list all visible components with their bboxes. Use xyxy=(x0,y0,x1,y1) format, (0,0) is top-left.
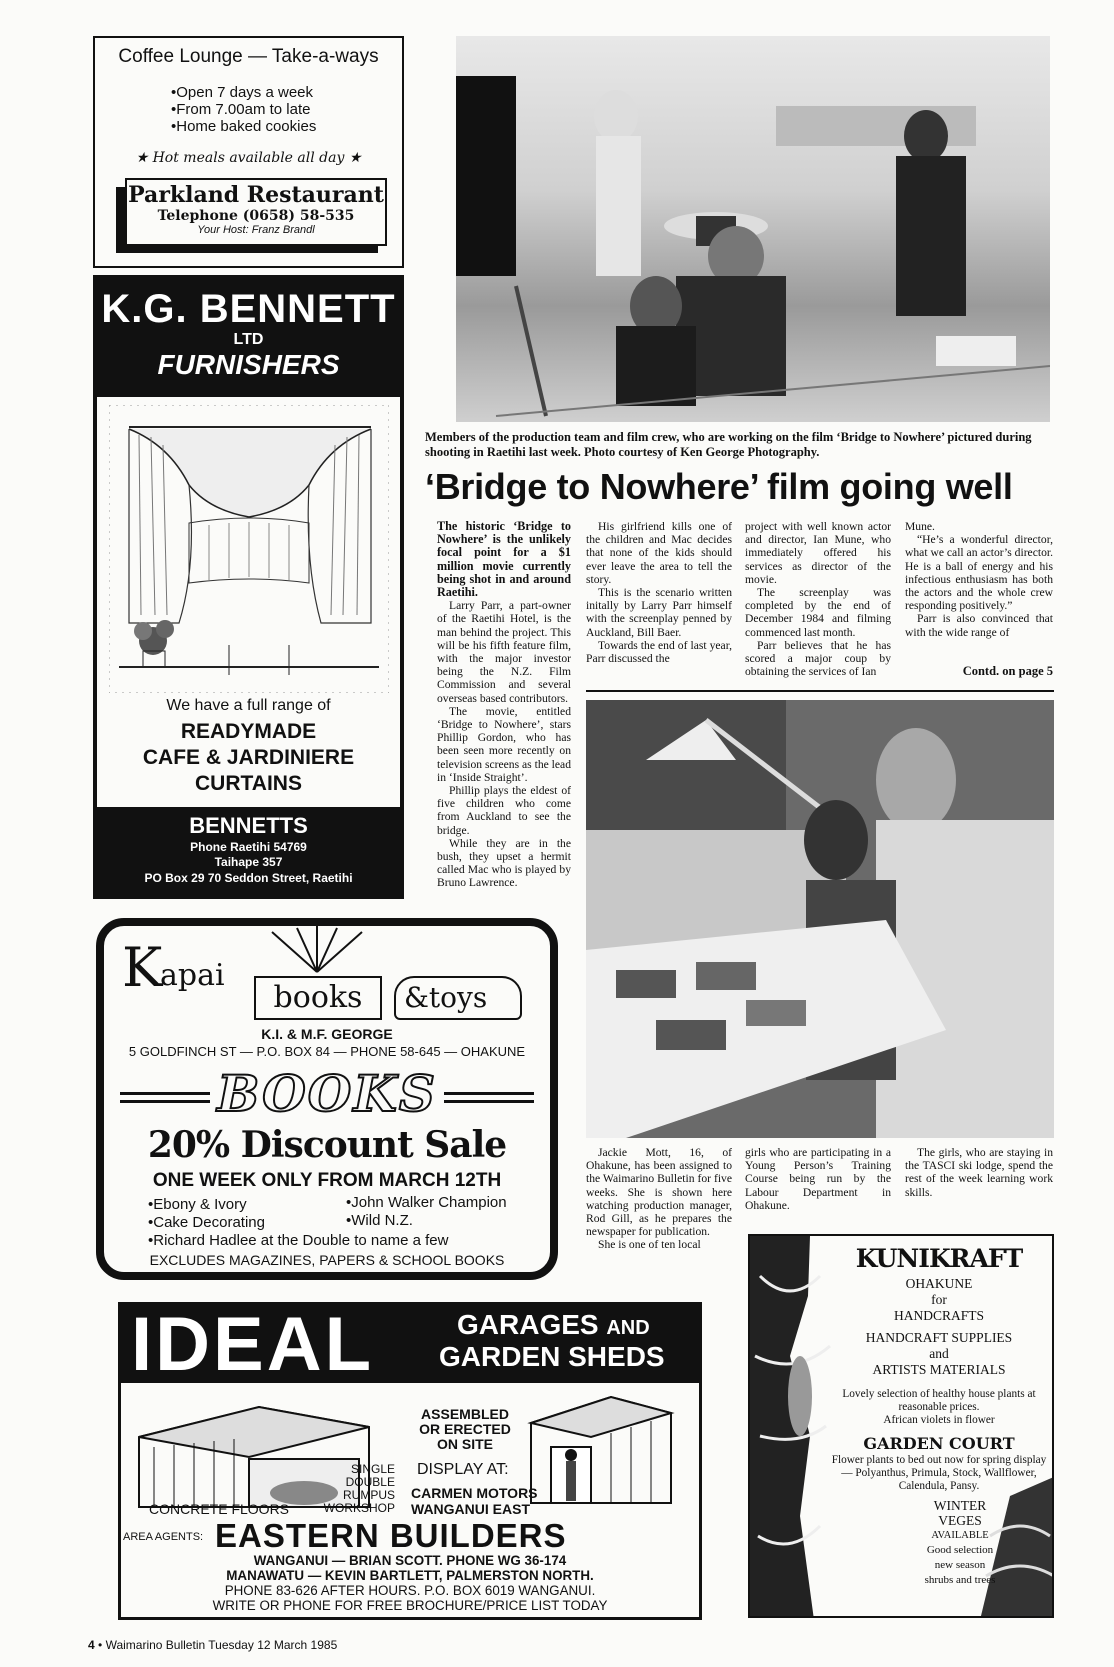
kunikraft-plants: Lovely selection of healthy house plants at reasonable prices. xyxy=(842,1388,1036,1413)
ideal-carmen: CARMEN MOTORS xyxy=(411,1485,538,1501)
kapai-sale: 20% Discount Sale xyxy=(147,1124,507,1166)
ideal-agent-line: WRITE OR PHONE FOR FREE BROCHURE/PRICE LIST TODAY xyxy=(212,1598,608,1613)
article-paragraph: Mune. xyxy=(905,520,935,533)
mott-paragraph: girls who are participating in a Young Person’s Training Course being run by the Labour Department in Ohakune. xyxy=(745,1146,891,1212)
kapai-item: •Wild N.Z. xyxy=(346,1212,413,1229)
garden-court-text: Flower plants to bed out now for spring display — Polyanthus, Primula, Stock, Wallflower, Calendula, Pansy. xyxy=(831,1454,1047,1492)
kapai-logo-apai: apai xyxy=(160,958,225,993)
kapai-item-full: •Richard Hadlee at the Double to name a few xyxy=(148,1232,449,1249)
kapai-big-books: BOOKS xyxy=(217,1064,437,1123)
ideal-agent-line: PHONE 83-626 AFTER HOURS. P.O. BOX 6019 WANGANUI. xyxy=(224,1583,596,1598)
article-column-4 xyxy=(905,520,1053,639)
kunikraft-for: for xyxy=(931,1292,947,1307)
coffee-lounge-ad xyxy=(93,36,404,268)
parkland-box-face xyxy=(125,178,387,246)
bennett-range-line: READYMADE xyxy=(180,720,317,743)
kapai-address: 5 GOLDFINCH ST — P.O. BOX 84 — PHONE 58-645 — OHAKUNE xyxy=(128,1044,526,1059)
kunikraft-plants-box xyxy=(826,1388,1052,1427)
article-paragraph: Phillip plays the eldest of five children who come from Auckland to see the bridge. xyxy=(437,784,571,837)
curtain-illustration xyxy=(109,405,389,693)
article-column-2 xyxy=(586,520,732,665)
ideal-brand: IDEAL xyxy=(131,1302,374,1387)
books-rule-left xyxy=(120,1100,210,1103)
article-headline: ‘Bridge to Nowhere’ film going well xyxy=(425,466,1013,507)
kunikraft-available: AVAILABLE xyxy=(931,1530,989,1541)
coffee-bullets xyxy=(171,84,391,135)
ideal-agents xyxy=(121,1553,699,1613)
ideal-agent-line: MANAWATU — KEVIN BARTLETT, PALMERSTON NORTH. xyxy=(226,1568,594,1583)
coffee-heading: Coffee Lounge — Take-a-ways xyxy=(118,46,379,67)
article-rule xyxy=(586,690,1054,692)
ideal-agent-line: WANGANUI — BRIAN SCOTT. PHONE WG 36-174 xyxy=(253,1553,567,1568)
film-crew-figures xyxy=(456,36,1050,422)
film-crew-photo xyxy=(456,36,1050,422)
mott-paragraph: The girls, who are staying in the TASCI ski lodge, spend the rest of the week learning work skills. xyxy=(905,1146,1053,1199)
kunikraft-materials: ARTISTS MATERIALS xyxy=(872,1362,1006,1377)
ideal-garage-types xyxy=(321,1463,395,1515)
kapai-excludes: EXCLUDES MAGAZINES, PAPERS & SCHOOL BOOKS xyxy=(149,1252,505,1268)
ideal-display-at: DISPLAY AT: xyxy=(417,1461,509,1478)
bennett-ltd: LTD xyxy=(233,331,264,348)
article-paragraph: Parr is also convinced that with the wide range of xyxy=(905,612,1053,639)
kunikraft-supplies: HANDCRAFT SUPPLIES xyxy=(865,1330,1013,1345)
mott-column-2 xyxy=(745,1146,891,1212)
kunikraft-ad xyxy=(748,1234,1054,1618)
kunikraft-text xyxy=(826,1276,1052,1378)
ideal-garage-type: SINGLE xyxy=(350,1462,395,1476)
kapai-logo-k: K xyxy=(122,936,163,999)
kapai-items-right xyxy=(346,1194,546,1230)
ideal-assembled xyxy=(405,1407,525,1452)
bennett-name: K.G. BENNETT xyxy=(101,287,396,331)
ideal-garage-type: DOUBLE xyxy=(345,1475,395,1489)
kapai-week: ONE WEEK ONLY FROM MARCH 12TH xyxy=(152,1170,502,1191)
article-paragraph: Larry Parr, a part-owner of the Raetihi Hotel, is the man behind the project. This will be his fifth feature film, with the major investor being the N.Z. Film Commission and several overseas based contributors. xyxy=(437,599,571,705)
bennett-range-line: CURTAINS xyxy=(195,772,302,795)
ideal-garages-word: GARAGES xyxy=(457,1309,599,1340)
ideal-assembled-line: ON SITE xyxy=(436,1436,493,1452)
bennett-ad xyxy=(93,275,404,899)
article-paragraph: The historic ‘Bridge to Nowhere’ is the unlikely focal point for a $1 million movie currently being shot in and around Raetihi. xyxy=(437,519,571,600)
kunikraft-winter: WINTER xyxy=(933,1498,987,1513)
article-paragraph: This is the scenario written initally by Larry Parr himself with the screenplay penned by Auckland, Bill Baer. xyxy=(586,586,732,639)
kunikraft-good: Good selection xyxy=(926,1544,994,1556)
kunikraft-handcrafts: HANDCRAFTS xyxy=(893,1308,985,1323)
restaurant-telephone: Telephone (0658) 58-535 xyxy=(157,208,355,224)
kapai-books-ad xyxy=(96,918,558,1280)
restaurant-host: Your Host: Franz Brandl xyxy=(197,224,315,236)
bennetts-phone: Phone Raetihi 54769 xyxy=(190,840,307,854)
ideal-garage-type: RUMPUS xyxy=(342,1488,395,1502)
book-sunburst-icon xyxy=(252,926,382,974)
mott-column-1 xyxy=(586,1146,732,1252)
footer-text: • Waimarino Bulletin Tuesday 12 March 1985 xyxy=(98,1638,338,1652)
kunikraft-winter-box xyxy=(900,1498,1020,1588)
kapai-toys-word: &toys xyxy=(394,976,522,1020)
bennetts-taihape: Taihape 357 xyxy=(214,855,283,869)
kapai-books-word: books xyxy=(254,976,382,1020)
article-paragraph: Parr believes that he has scored a major coup by obtaining the services of Ian xyxy=(745,638,891,679)
ideal-garage-type: WORKSHOP xyxy=(323,1501,395,1515)
article-column-1 xyxy=(437,520,571,890)
layout-photo-figures xyxy=(586,700,1054,1138)
books-rule-right xyxy=(444,1092,534,1095)
shed-illustration xyxy=(521,1393,681,1513)
coffee-bullet: •Open 7 days a week xyxy=(171,84,314,101)
mott-column-3 xyxy=(905,1146,1053,1199)
ideal-area-agents: AREA AGENTS: xyxy=(123,1531,204,1543)
kunikraft-violets: African violets in flower xyxy=(883,1414,995,1426)
kapai-items-left xyxy=(148,1196,348,1232)
bennetts-shop-name: BENNETTS xyxy=(189,813,308,838)
article-paragraph: “He’s a wonderful director, what we call an actor’s director. He is a ball of energy and his infectious enthusiasm has both the actors and the whole crew responding positively.” xyxy=(905,533,1053,613)
ideal-and-word: AND xyxy=(606,1317,650,1339)
kapai-owners: K.I. & M.F. GEORGE xyxy=(261,1026,393,1042)
article-paragraph: While they are in the bush, they upset a hermit called Mac who is played by Bruno Lawrence. xyxy=(437,836,571,890)
garden-court-title: GARDEN COURT xyxy=(863,1434,1015,1453)
bennett-furnishers: FURNISHERS xyxy=(157,349,340,380)
article-paragraph: The screenplay was completed by the end of December 1984 and filming commenced last month. xyxy=(745,586,891,639)
kunikraft-name: KUNIKRAFT xyxy=(855,1244,1023,1273)
bennett-range-list xyxy=(97,719,400,797)
page-number: 4 xyxy=(88,1638,95,1652)
bennett-range-intro: We have a full range of xyxy=(166,697,331,714)
ideal-wanganui-east: WANGANUI EAST xyxy=(411,1501,530,1517)
ideal-title-2: GARDEN SHEDS xyxy=(439,1341,665,1372)
article-paragraph: project with well known actor and director, Ian Mune, who immediately offered his services as director of the movie. xyxy=(745,520,891,586)
books-rule-left xyxy=(120,1092,210,1095)
page-footer xyxy=(88,1638,337,1652)
article-paragraph: His girlfriend kills one of the children and Mac decides that none of the kids should ever leave the area to tell the story. xyxy=(586,520,732,586)
kapai-item: •Cake Decorating xyxy=(148,1214,265,1231)
ideal-builder: EASTERN BUILDERS xyxy=(215,1517,567,1554)
bennett-white-panel xyxy=(97,397,400,807)
restaurant-name: Parkland Restaurant xyxy=(128,182,384,208)
mott-paragraph: Jackie Mott, 16, of Ohakune, has been assigned to the Waimarino Bulletin for five weeks. She is shown here watching production manager, Rod Gill, as he prepares the newspaper for publication. xyxy=(586,1146,732,1239)
kunikraft-shrubs: shrubs and trees xyxy=(924,1574,996,1586)
contd-on-page: Contd. on page 5 xyxy=(962,664,1053,678)
kunikraft-town: OHAKUNE xyxy=(905,1276,973,1291)
ideal-title-1 xyxy=(457,1309,650,1341)
article-paragraph: Towards the end of last year, Parr discussed the xyxy=(586,638,732,666)
ideal-concrete: CONCRETE FLOORS xyxy=(149,1501,290,1517)
coffee-bullet: •From 7.00am to late xyxy=(171,101,311,118)
ideal-assembled-line: ASSEMBLED xyxy=(421,1406,509,1422)
article-column-3 xyxy=(745,520,891,678)
hot-meals-text: ★ Hot meals available all day ★ xyxy=(135,150,362,166)
film-photo-caption: Members of the production team and film crew, who are working on the film ‘Bridge to Nowhere’ pictured during shooting in Raetihi last week. Photo courtesy of Ken George Photography. xyxy=(425,430,1032,459)
kapai-item: •Ebony & Ivory xyxy=(148,1196,247,1213)
bennetts-address: PO Box 29 70 Seddon Street, Raetihi xyxy=(144,871,353,885)
coffee-bullet: •Home baked cookies xyxy=(171,118,317,135)
kunikraft-veges: VEGES xyxy=(938,1513,982,1528)
kunikraft-and: and xyxy=(929,1346,949,1361)
ideal-garages-ad xyxy=(118,1302,702,1620)
article-paragraph: The movie, entitled ‘Bridge to Nowhere’, stars Phillip Gordon, who has been seen more recently on television screens as the lead in ‘Inside Straight’. xyxy=(437,704,571,784)
bennett-range-line: CAFE & JARDINIERE xyxy=(142,746,355,769)
ideal-assembled-line: OR ERECTED xyxy=(419,1421,511,1437)
books-rule-right xyxy=(444,1100,534,1103)
kunikraft-new-season: new season xyxy=(934,1559,986,1571)
mott-paragraph: She is one of ten local xyxy=(598,1238,701,1252)
newspaper-layout-photo xyxy=(586,700,1054,1138)
kapai-item: •John Walker Champion xyxy=(346,1194,507,1211)
parkland-box xyxy=(125,178,390,258)
